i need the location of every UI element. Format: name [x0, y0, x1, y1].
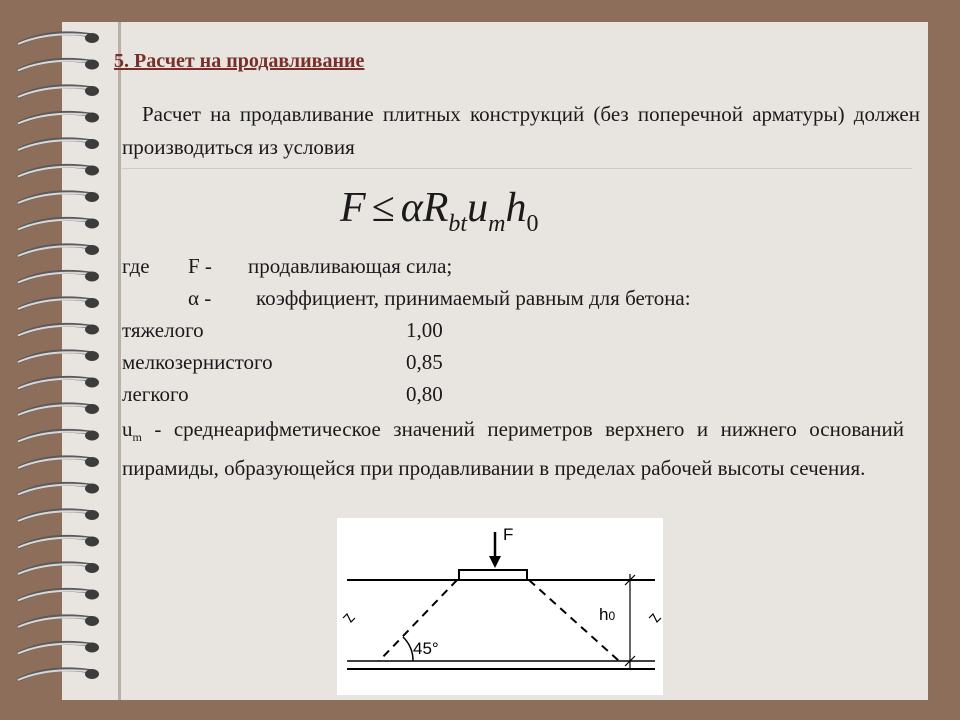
- spiral-ring: [18, 431, 99, 442]
- spiral-ring: [18, 86, 99, 97]
- divider-line: [122, 168, 912, 169]
- coef-name-fine: мелкозернистого: [122, 350, 273, 374]
- formula: [340, 180, 538, 252]
- angle-arc: [403, 637, 413, 661]
- where-alpha-desc: коэффициент, принимаемый равным для бетона:: [256, 286, 691, 310]
- formula-h: h: [505, 185, 527, 231]
- spiral-ring: [18, 219, 99, 230]
- intro-text: Расчет на продавливание плитных конструкций (без поперечной арматуры) должен производиться из условия: [122, 102, 920, 159]
- where-word: где: [122, 254, 150, 278]
- formula-r: R: [422, 185, 449, 231]
- angle-label: 45°: [413, 639, 439, 658]
- spiral-ring: [18, 643, 99, 654]
- spiral-ring: [18, 616, 99, 627]
- margin-line: [118, 22, 121, 700]
- spiral-ring: [18, 404, 99, 415]
- coef-value-light: 0,80: [406, 382, 443, 406]
- spiral-ring: [18, 590, 99, 601]
- intro-paragraph: [122, 98, 920, 164]
- um-symbol: u: [122, 417, 133, 441]
- formula-u-sub: m: [488, 211, 506, 237]
- coef-name-light: легкого: [122, 382, 189, 406]
- spiral-ring: [18, 563, 99, 574]
- spiral-ring: [18, 325, 99, 336]
- spiral-ring: [18, 484, 99, 495]
- coef-name-heavy: тяжелого: [122, 318, 204, 342]
- formula-r-sub: bt: [448, 211, 468, 237]
- spiral-ring: [18, 113, 99, 124]
- spiral-ring: [18, 166, 99, 177]
- spiral-ring: [18, 272, 99, 283]
- spiral-ring: [18, 378, 99, 389]
- coef-value-fine: 0,85: [406, 350, 443, 374]
- spiral-ring: [18, 192, 99, 203]
- formula-alpha: α: [400, 185, 423, 231]
- punching-diagram-svg: [337, 518, 663, 695]
- spiral-ring: [18, 245, 99, 256]
- formula-u: u: [467, 185, 489, 231]
- formula-force: F: [340, 185, 366, 231]
- spiral-ring: [18, 457, 99, 468]
- spiral-binding: [0, 20, 130, 710]
- where-f-desc: продавливающая сила;: [248, 254, 453, 278]
- spiral-ring: [18, 669, 99, 680]
- force-arrow-head: [489, 556, 501, 568]
- height-label-sub: 0: [608, 609, 616, 623]
- break-mark-left: [343, 614, 355, 622]
- slide-title: 5. Расчет на продавливание: [114, 50, 365, 72]
- spiral-ring: [18, 139, 99, 150]
- where-alpha-symbol: α -: [188, 286, 212, 310]
- formula-le: ≤: [371, 185, 395, 231]
- spiral-ring: [18, 351, 99, 362]
- punching-diagram: [337, 518, 663, 695]
- um-description: [122, 414, 904, 484]
- spiral-ring: [18, 60, 99, 71]
- load-plate: [459, 570, 527, 580]
- where-f-symbol: F -: [188, 254, 212, 278]
- break-mark-right: [649, 614, 661, 622]
- formula-h-sub: 0: [526, 211, 539, 237]
- height-label-main: h: [599, 605, 609, 624]
- height-label: [599, 605, 615, 624]
- um-text: - среднеарифметическое значений периметров верхнего и нижнего оснований пирамиды, образующейся при продавливании в пределах рабочей высоты сечения.: [122, 417, 904, 481]
- um-symbol-sub: m: [132, 430, 142, 445]
- force-label: F: [503, 525, 514, 544]
- spiral-ring: [18, 510, 99, 521]
- spiral-ring: [18, 298, 99, 309]
- spiral-ring: [18, 33, 99, 44]
- coef-value-heavy: 1,00: [406, 318, 443, 342]
- spiral-ring: [18, 537, 99, 548]
